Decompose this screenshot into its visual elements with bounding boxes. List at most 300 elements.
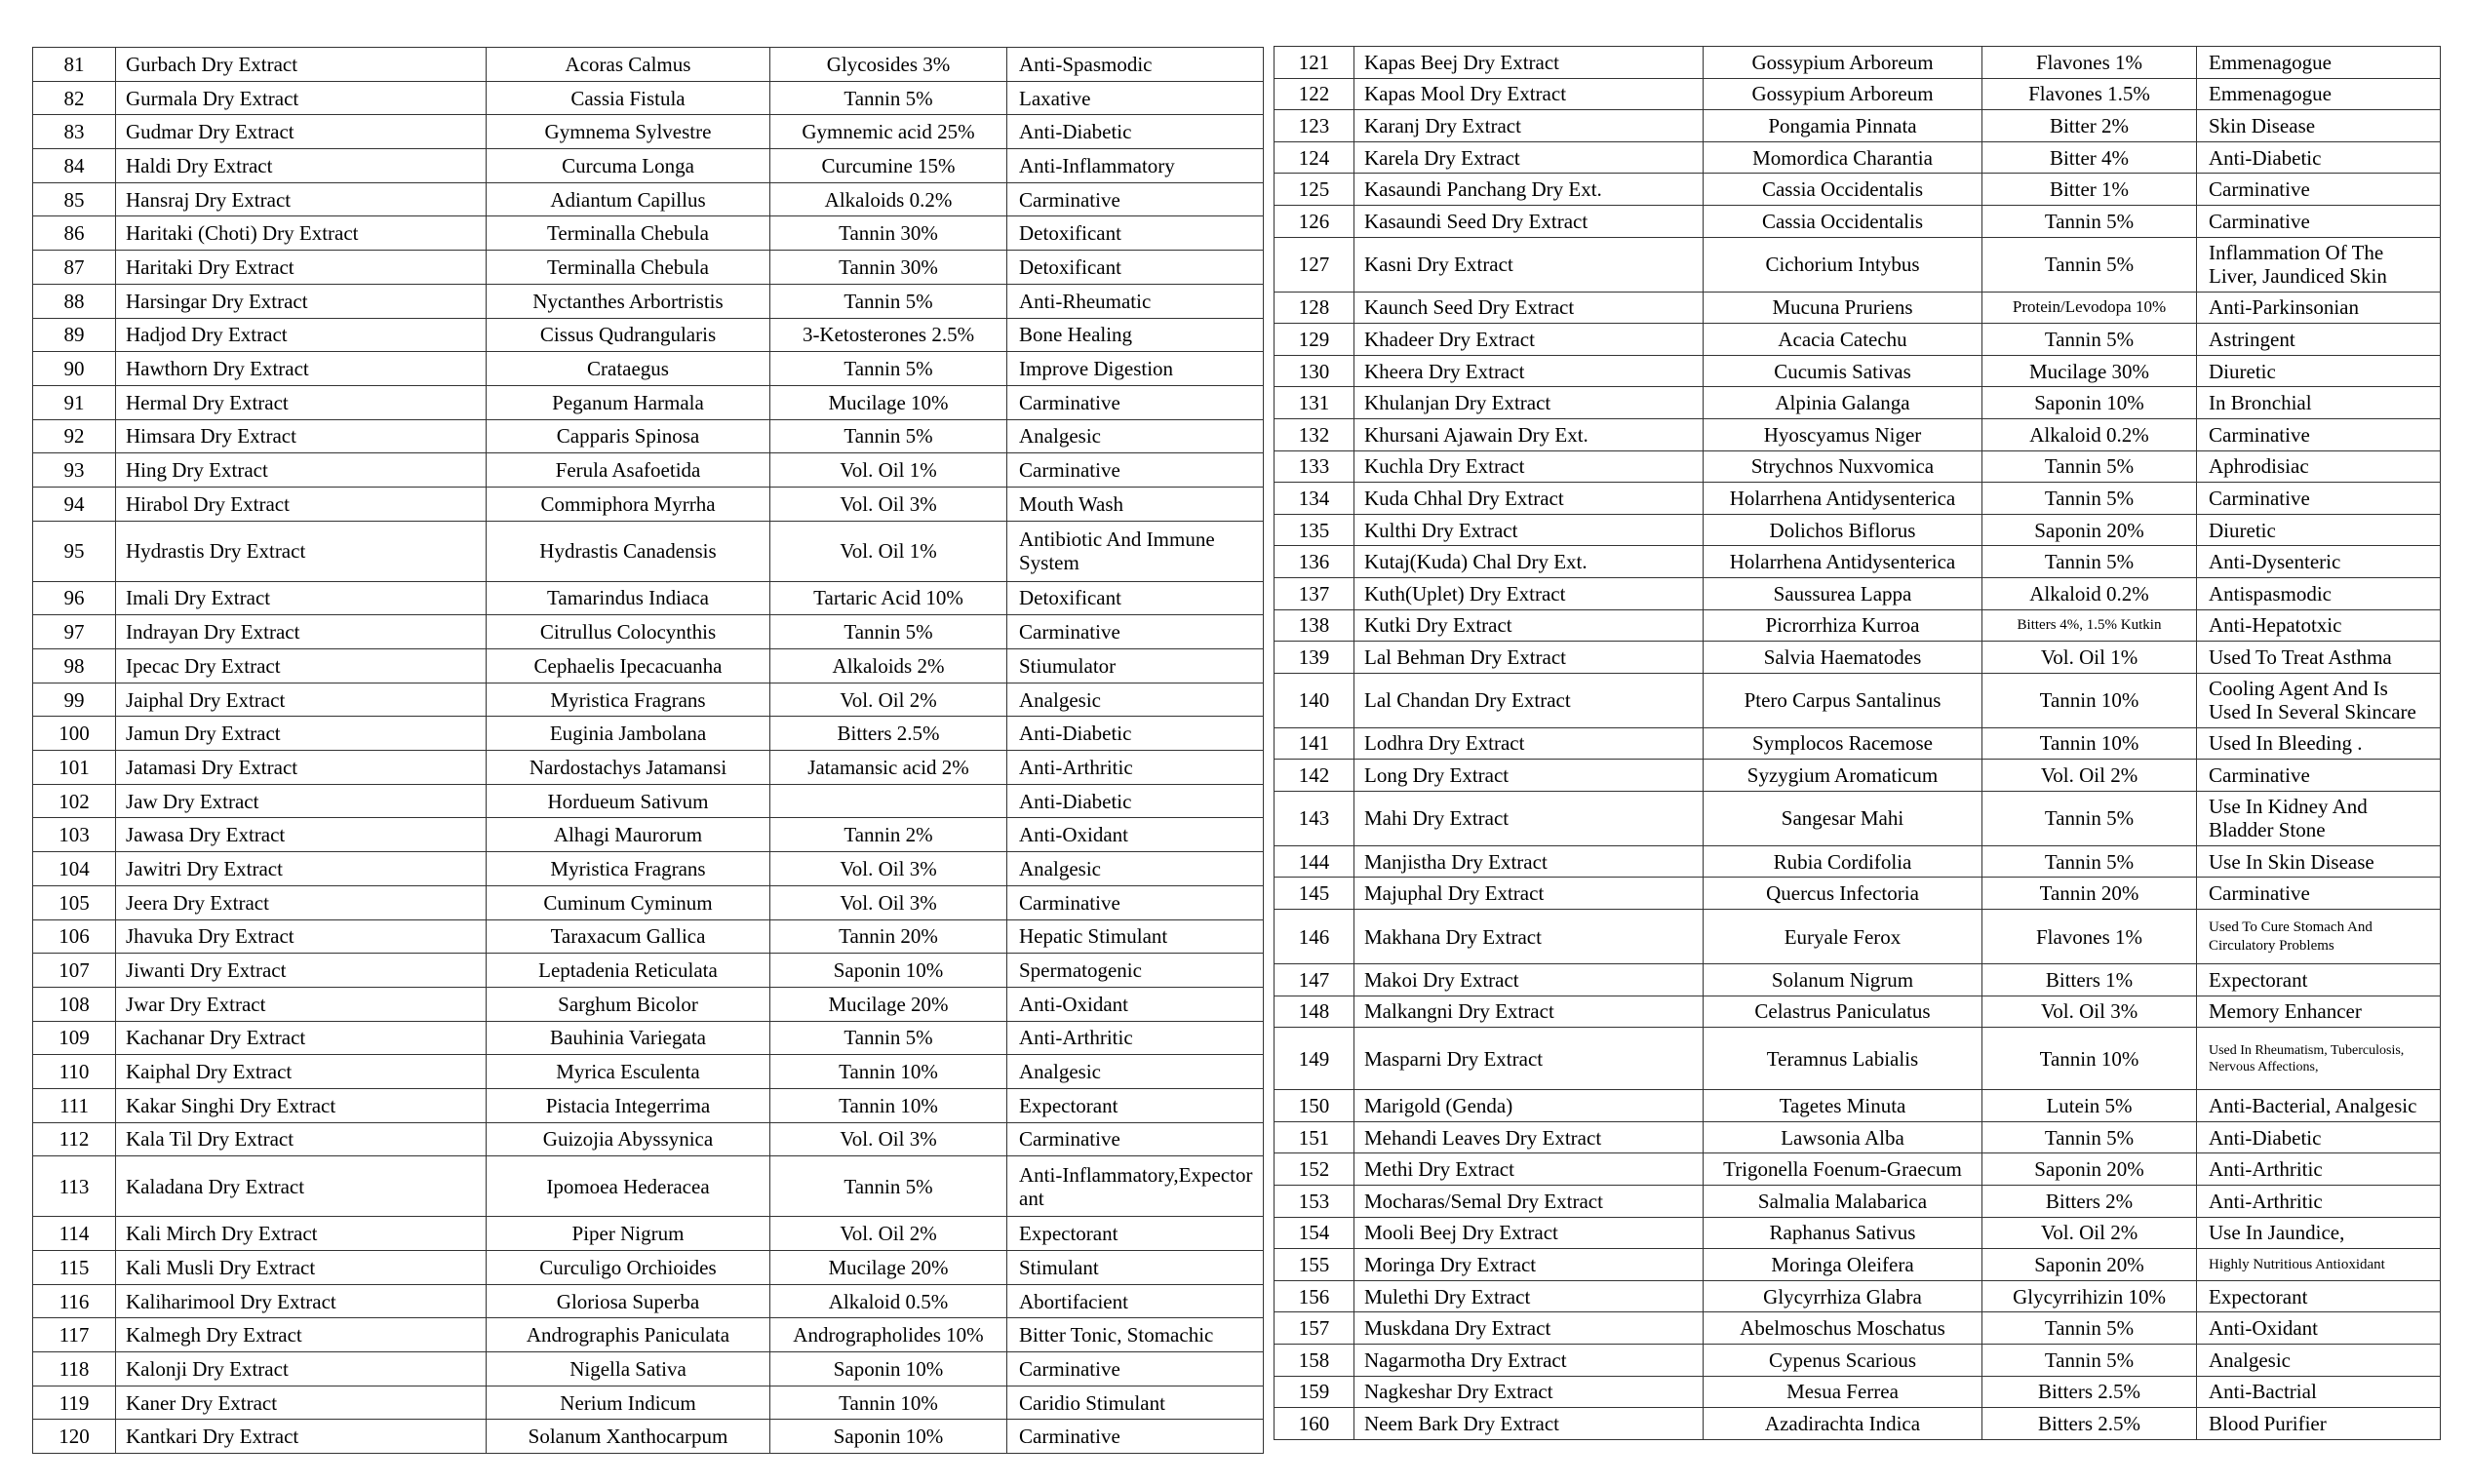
botanical-source: Sarghum Bicolor — [487, 987, 770, 1021]
table-row — [33, 453, 1264, 488]
marker-compound: Andrographolides 10% — [770, 1318, 1007, 1352]
botanical-source: Alpinia Galanga — [1704, 387, 1982, 419]
therapeutic-use: Hepatic Stimulant — [1007, 919, 1264, 954]
row-number: 155 — [1275, 1249, 1354, 1281]
therapeutic-use: Carminative — [1007, 453, 1264, 488]
marker-compound: Vol. Oil 3% — [770, 852, 1007, 886]
table-row — [33, 1251, 1264, 1285]
product-name: Kapas Mool Dry Extract — [1354, 78, 1704, 110]
row-number: 102 — [33, 784, 116, 818]
botanical-source: Nigella Sativa — [487, 1352, 770, 1386]
table-row — [33, 1352, 1264, 1386]
table-row — [1275, 141, 2441, 174]
table-row — [33, 115, 1264, 149]
product-name: Makoi Dry Extract — [1354, 964, 1704, 996]
botanical-source: Acacia Catechu — [1704, 324, 1982, 356]
marker-compound: Tannin 10% — [1982, 673, 2197, 727]
row-number: 94 — [33, 487, 116, 521]
botanical-source: Cassia Occidentalis — [1704, 174, 1982, 206]
product-name: Jeera Dry Extract — [116, 885, 487, 919]
botanical-source: Terminalla Chebula — [487, 216, 770, 251]
marker-compound: Gymnemic acid 25% — [770, 115, 1007, 149]
marker-compound: Tannin 5% — [770, 1021, 1007, 1055]
product-name: Ipecac Dry Extract — [116, 649, 487, 683]
botanical-source: Cassia Fistula — [487, 81, 770, 115]
row-number: 159 — [1275, 1376, 1354, 1408]
row-number: 157 — [1275, 1312, 1354, 1345]
product-name: Jawasa Dry Extract — [116, 818, 487, 852]
row-number: 91 — [33, 385, 116, 419]
therapeutic-use: Carminative — [1007, 615, 1264, 649]
row-number: 160 — [1275, 1408, 1354, 1440]
botanical-source: Teramnus Labialis — [1704, 1028, 1982, 1090]
marker-compound: Vol. Oil 3% — [770, 1122, 1007, 1156]
marker-compound: Tannin 5% — [770, 419, 1007, 453]
marker-compound: Bitter 2% — [1982, 110, 2197, 142]
therapeutic-use: Used To Treat Asthma — [2197, 642, 2441, 674]
product-name: Gurmala Dry Extract — [116, 81, 487, 115]
therapeutic-use: Mouth Wash — [1007, 487, 1264, 521]
product-name: Kaliharimool Dry Extract — [116, 1284, 487, 1318]
botanical-source: Saussurea Lappa — [1704, 577, 1982, 609]
row-number: 152 — [1275, 1153, 1354, 1186]
table-row — [1275, 964, 2441, 996]
marker-compound: Saponin 10% — [770, 1352, 1007, 1386]
therapeutic-use: Anti-Diabetic — [2197, 1121, 2441, 1153]
marker-compound: Mucilage 10% — [770, 385, 1007, 419]
product-name: Mehandi Leaves Dry Extract — [1354, 1121, 1704, 1153]
therapeutic-use: Anti-Hepatotxic — [2197, 609, 2441, 642]
product-name: Kasni Dry Extract — [1354, 237, 1704, 292]
table-row — [33, 251, 1264, 285]
therapeutic-use: Expectorant — [2197, 964, 2441, 996]
row-number: 156 — [1275, 1280, 1354, 1312]
product-name: Methi Dry Extract — [1354, 1153, 1704, 1186]
row-number: 90 — [33, 352, 116, 386]
table-row — [1275, 791, 2441, 845]
marker-compound: Tannin 5% — [770, 615, 1007, 649]
botanical-source: Quercus Infectoria — [1704, 878, 1982, 910]
therapeutic-use: Highly Nutritious Antioxidant — [2197, 1249, 2441, 1281]
table-row — [1275, 1249, 2441, 1281]
botanical-source: Nerium Indicum — [487, 1386, 770, 1420]
botanical-source: Hydrastis Canadensis — [487, 521, 770, 581]
therapeutic-use: Carminative — [1007, 1122, 1264, 1156]
table-row — [1275, 418, 2441, 450]
product-name: Haritaki (Choti) Dry Extract — [116, 216, 487, 251]
marker-compound: Bitters 2.5% — [770, 717, 1007, 751]
product-name: Jwar Dry Extract — [116, 987, 487, 1021]
product-name: Kuth(Uplet) Dry Extract — [1354, 577, 1704, 609]
botanical-source: Moringa Oleifera — [1704, 1249, 1982, 1281]
botanical-source: Pistacia Integerrima — [487, 1088, 770, 1122]
marker-compound: Tannin 5% — [1982, 450, 2197, 483]
therapeutic-use: Use In Jaundice, — [2197, 1217, 2441, 1249]
therapeutic-use: Anti-Rheumatic — [1007, 284, 1264, 318]
table-row — [33, 581, 1264, 615]
therapeutic-use: Analgesic — [1007, 419, 1264, 453]
botanical-source: Holarrhena Antidysenterica — [1704, 546, 1982, 578]
product-name: Jaiphal Dry Extract — [116, 683, 487, 717]
row-number: 87 — [33, 251, 116, 285]
marker-compound: Bitter 1% — [1982, 174, 2197, 206]
product-name: Majuphal Dry Extract — [1354, 878, 1704, 910]
table-row — [1275, 760, 2441, 792]
product-name: Jiwanti Dry Extract — [116, 954, 487, 988]
product-name: Karela Dry Extract — [1354, 141, 1704, 174]
therapeutic-use: Carminative — [2197, 760, 2441, 792]
marker-compound: Mucilage 30% — [1982, 355, 2197, 387]
marker-compound: Alkaloid 0.2% — [1982, 418, 2197, 450]
table-row — [1275, 727, 2441, 760]
therapeutic-use: Used To Cure Stomach And Circulatory Problems — [2197, 910, 2441, 964]
therapeutic-use: Carminative — [2197, 174, 2441, 206]
row-number: 88 — [33, 284, 116, 318]
marker-compound: Vol. Oil 3% — [770, 885, 1007, 919]
table-row — [1275, 47, 2441, 79]
product-name: Mulethi Dry Extract — [1354, 1280, 1704, 1312]
row-number: 104 — [33, 852, 116, 886]
marker-compound: Protein/Levodopa 10% — [1982, 292, 2197, 324]
product-name: Jatamasi Dry Extract — [116, 751, 487, 785]
row-number: 126 — [1275, 205, 1354, 237]
therapeutic-use: Anti-Arthritic — [2197, 1153, 2441, 1186]
product-name: Mahi Dry Extract — [1354, 791, 1704, 845]
table-row — [33, 885, 1264, 919]
marker-compound: Flavones 1.5% — [1982, 78, 2197, 110]
botanical-source: Mesua Ferrea — [1704, 1376, 1982, 1408]
marker-compound: Bitters 4%, 1.5% Kutkin — [1982, 609, 2197, 642]
table-row — [33, 182, 1264, 216]
row-number: 108 — [33, 987, 116, 1021]
table-row — [1275, 1186, 2441, 1218]
botanical-source: Myrica Esculenta — [487, 1055, 770, 1089]
therapeutic-use: Bone Healing — [1007, 318, 1264, 352]
marker-compound: Alkaloid 0.5% — [770, 1284, 1007, 1318]
therapeutic-use: Carminative — [1007, 1352, 1264, 1386]
therapeutic-use: Carminative — [1007, 385, 1264, 419]
therapeutic-use: Blood Purifier — [2197, 1408, 2441, 1440]
product-name: Makhana Dry Extract — [1354, 910, 1704, 964]
therapeutic-use: Analgesic — [1007, 683, 1264, 717]
row-number: 98 — [33, 649, 116, 683]
table-row — [33, 1318, 1264, 1352]
table-row — [33, 1122, 1264, 1156]
botanical-source: Abelmoschus Moschatus — [1704, 1312, 1982, 1345]
row-number: 105 — [33, 885, 116, 919]
table-row — [33, 987, 1264, 1021]
table-row — [1275, 1028, 2441, 1090]
marker-compound: Tartaric Acid 10% — [770, 581, 1007, 615]
marker-compound: Tannin 5% — [1982, 1312, 2197, 1345]
table-row — [1275, 1376, 2441, 1408]
marker-compound: Tannin 5% — [1982, 791, 2197, 845]
marker-compound: Tannin 30% — [770, 216, 1007, 251]
product-name: Kaner Dry Extract — [116, 1386, 487, 1420]
botanical-source: Gossypium Arboreum — [1704, 78, 1982, 110]
therapeutic-use: Analgesic — [1007, 1055, 1264, 1089]
botanical-source: Piper Nigrum — [487, 1217, 770, 1251]
therapeutic-use: Skin Disease — [2197, 110, 2441, 142]
product-name: Khursani Ajawain Dry Ext. — [1354, 418, 1704, 450]
table-row — [1275, 1312, 2441, 1345]
row-number: 92 — [33, 419, 116, 453]
product-name: Kasaundi Panchang Dry Ext. — [1354, 174, 1704, 206]
product-name: Kheera Dry Extract — [1354, 355, 1704, 387]
table-row — [1275, 1217, 2441, 1249]
product-name: Jawitri Dry Extract — [116, 852, 487, 886]
row-number: 101 — [33, 751, 116, 785]
marker-compound: Tannin 5% — [770, 81, 1007, 115]
marker-compound: Tannin 5% — [1982, 546, 2197, 578]
table-row — [1275, 292, 2441, 324]
table-row — [33, 81, 1264, 115]
product-name: Kali Musli Dry Extract — [116, 1251, 487, 1285]
row-number: 124 — [1275, 141, 1354, 174]
table-row — [1275, 878, 2441, 910]
table-row — [1275, 110, 2441, 142]
table-row — [1275, 577, 2441, 609]
marker-compound: Alkaloid 0.2% — [1982, 577, 2197, 609]
row-number: 146 — [1275, 910, 1354, 964]
row-number: 114 — [33, 1217, 116, 1251]
marker-compound: Saponin 20% — [1982, 1249, 2197, 1281]
botanical-source: Andrographis Paniculata — [487, 1318, 770, 1352]
marker-compound: Glycosides 3% — [770, 48, 1007, 82]
table-row — [33, 352, 1264, 386]
row-number: 142 — [1275, 760, 1354, 792]
therapeutic-use: Anti-Diabetic — [1007, 115, 1264, 149]
therapeutic-use: Anti-Arthritic — [1007, 1021, 1264, 1055]
therapeutic-use: Anti-Diabetic — [1007, 717, 1264, 751]
table-row — [1275, 673, 2441, 727]
row-number: 135 — [1275, 514, 1354, 546]
therapeutic-use: Stimulant — [1007, 1251, 1264, 1285]
row-number: 82 — [33, 81, 116, 115]
marker-compound: Bitters 2% — [1982, 1186, 2197, 1218]
marker-compound: Vol. Oil 1% — [770, 521, 1007, 581]
table-row — [1275, 609, 2441, 642]
marker-compound: Saponin 10% — [770, 1420, 1007, 1454]
row-number: 147 — [1275, 964, 1354, 996]
therapeutic-use: Anti-Bacterial, Analgesic — [2197, 1090, 2441, 1122]
therapeutic-use: Aphrodisiac — [2197, 450, 2441, 483]
botanical-source: Raphanus Sativus — [1704, 1217, 1982, 1249]
table-row — [1275, 1090, 2441, 1122]
marker-compound: Bitter 4% — [1982, 141, 2197, 174]
marker-compound: Vol. Oil 2% — [1982, 1217, 2197, 1249]
botanical-source: Curcuma Longa — [487, 149, 770, 183]
therapeutic-use: Analgesic — [2197, 1345, 2441, 1377]
table-row — [33, 1156, 1264, 1217]
therapeutic-use: Laxative — [1007, 81, 1264, 115]
product-name: Hawthorn Dry Extract — [116, 352, 487, 386]
row-number: 148 — [1275, 996, 1354, 1028]
product-name: Long Dry Extract — [1354, 760, 1704, 792]
therapeutic-use: Carminative — [1007, 182, 1264, 216]
row-number: 150 — [1275, 1090, 1354, 1122]
product-name: Hermal Dry Extract — [116, 385, 487, 419]
botanical-source: Cissus Qudrangularis — [487, 318, 770, 352]
table-row — [33, 521, 1264, 581]
product-name: Malkangni Dry Extract — [1354, 996, 1704, 1028]
product-name: Lodhra Dry Extract — [1354, 727, 1704, 760]
row-number: 93 — [33, 453, 116, 488]
marker-compound: Jatamansic acid 2% — [770, 751, 1007, 785]
marker-compound: Tannin 5% — [770, 284, 1007, 318]
marker-compound: Vol. Oil 1% — [1982, 642, 2197, 674]
product-name: Manjistha Dry Extract — [1354, 845, 1704, 878]
table-row — [1275, 237, 2441, 292]
row-number: 85 — [33, 182, 116, 216]
row-number: 136 — [1275, 546, 1354, 578]
product-name: Hirabol Dry Extract — [116, 487, 487, 521]
botanical-source: Gossypium Arboreum — [1704, 47, 1982, 79]
product-name: Neem Bark Dry Extract — [1354, 1408, 1704, 1440]
marker-compound: Alkaloids 2% — [770, 649, 1007, 683]
therapeutic-use: Anti-Parkinsonian — [2197, 292, 2441, 324]
table-row — [1275, 387, 2441, 419]
row-number: 125 — [1275, 174, 1354, 206]
table-row — [1275, 355, 2441, 387]
table-row — [33, 385, 1264, 419]
row-number: 145 — [1275, 878, 1354, 910]
marker-compound: Flavones 1% — [1982, 47, 2197, 79]
marker-compound: Tannin 10% — [770, 1088, 1007, 1122]
product-name: Nagkeshar Dry Extract — [1354, 1376, 1704, 1408]
table-row — [1275, 1153, 2441, 1186]
marker-compound: Alkaloids 0.2% — [770, 182, 1007, 216]
marker-compound: Bitters 2.5% — [1982, 1408, 2197, 1440]
marker-compound: Tannin 5% — [1982, 205, 2197, 237]
product-name: Gudmar Dry Extract — [116, 115, 487, 149]
therapeutic-use: Bitter Tonic, Stomachic — [1007, 1318, 1264, 1352]
botanical-source: Terminalla Chebula — [487, 251, 770, 285]
botanical-source: Gymnema Sylvestre — [487, 115, 770, 149]
product-name: Kantkari Dry Extract — [116, 1420, 487, 1454]
marker-compound: Tannin 5% — [1982, 845, 2197, 878]
botanical-source: Picrorrhiza Kurroa — [1704, 609, 1982, 642]
row-number: 137 — [1275, 577, 1354, 609]
marker-compound: Tannin 20% — [770, 919, 1007, 954]
product-name: Hadjod Dry Extract — [116, 318, 487, 352]
marker-compound: Vol. Oil 2% — [770, 1217, 1007, 1251]
product-name: Kasaundi Seed Dry Extract — [1354, 205, 1704, 237]
table-row — [1275, 642, 2441, 674]
therapeutic-use: Antispasmodic — [2197, 577, 2441, 609]
marker-compound: Saponin 10% — [770, 954, 1007, 988]
row-number: 158 — [1275, 1345, 1354, 1377]
marker-compound: Vol. Oil 2% — [770, 683, 1007, 717]
row-number: 151 — [1275, 1121, 1354, 1153]
product-name: Kuchla Dry Extract — [1354, 450, 1704, 483]
row-number: 132 — [1275, 418, 1354, 450]
therapeutic-use: Memory Enhancer — [2197, 996, 2441, 1028]
botanical-source: Bauhinia Variegata — [487, 1021, 770, 1055]
table-row — [33, 419, 1264, 453]
extract-table-right — [1274, 46, 2441, 1440]
therapeutic-use: Anti-Oxidant — [1007, 987, 1264, 1021]
table-row — [33, 284, 1264, 318]
marker-compound: Vol. Oil 3% — [1982, 996, 2197, 1028]
therapeutic-use: Carminative — [1007, 885, 1264, 919]
botanical-source: Glycyrrhiza Glabra — [1704, 1280, 1982, 1312]
row-number: 110 — [33, 1055, 116, 1089]
row-number: 123 — [1275, 110, 1354, 142]
product-name: Haritaki Dry Extract — [116, 251, 487, 285]
row-number: 107 — [33, 954, 116, 988]
row-number: 130 — [1275, 355, 1354, 387]
product-name: Haldi Dry Extract — [116, 149, 487, 183]
row-number: 117 — [33, 1318, 116, 1352]
row-number: 103 — [33, 818, 116, 852]
table-row — [33, 954, 1264, 988]
therapeutic-use: Anti-Inflammatory — [1007, 149, 1264, 183]
row-number: 112 — [33, 1122, 116, 1156]
table-row — [1275, 205, 2441, 237]
row-number: 131 — [1275, 387, 1354, 419]
table-row — [33, 852, 1264, 886]
table-row — [1275, 514, 2441, 546]
marker-compound: Mucilage 20% — [770, 1251, 1007, 1285]
row-number: 149 — [1275, 1028, 1354, 1090]
marker-compound: Vol. Oil 2% — [1982, 760, 2197, 792]
botanical-source: Taraxacum Gallica — [487, 919, 770, 954]
row-number: 134 — [1275, 483, 1354, 515]
botanical-source: Myristica Fragrans — [487, 852, 770, 886]
table-row — [1275, 174, 2441, 206]
therapeutic-use: Inflammation Of The Liver, Jaundiced Skin — [2197, 237, 2441, 292]
therapeutic-use: Anti-Inflammatory,Expectorant — [1007, 1156, 1264, 1217]
row-number: 100 — [33, 717, 116, 751]
table-row — [1275, 324, 2441, 356]
botanical-source: Commiphora Myrrha — [487, 487, 770, 521]
product-name: Gurbach Dry Extract — [116, 48, 487, 82]
row-number: 133 — [1275, 450, 1354, 483]
table-row — [1275, 1408, 2441, 1440]
row-number: 141 — [1275, 727, 1354, 760]
table-row — [33, 1420, 1264, 1454]
marker-compound: Saponin 20% — [1982, 514, 2197, 546]
therapeutic-use: Emmenagogue — [2197, 47, 2441, 79]
marker-compound: Tannin 5% — [1982, 1345, 2197, 1377]
botanical-source: Euginia Jambolana — [487, 717, 770, 751]
marker-compound: Tannin 2% — [770, 818, 1007, 852]
marker-compound: Mucilage 20% — [770, 987, 1007, 1021]
botanical-source: Celastrus Paniculatus — [1704, 996, 1982, 1028]
table-row — [1275, 996, 2441, 1028]
therapeutic-use: Expectorant — [1007, 1217, 1264, 1251]
row-number: 113 — [33, 1156, 116, 1217]
table-row — [1275, 450, 2441, 483]
row-number: 109 — [33, 1021, 116, 1055]
botanical-source: Symplocos Racemose — [1704, 727, 1982, 760]
table-row — [33, 149, 1264, 183]
table-row — [33, 1284, 1264, 1318]
marker-compound: Tannin 5% — [1982, 1121, 2197, 1153]
botanical-source: Citrullus Colocynthis — [487, 615, 770, 649]
therapeutic-use: Use In Skin Disease — [2197, 845, 2441, 878]
row-number: 96 — [33, 581, 116, 615]
table-row — [33, 717, 1264, 751]
botanical-source: Holarrhena Antidysenterica — [1704, 483, 1982, 515]
table-row — [1275, 483, 2441, 515]
marker-compound: Tannin 5% — [770, 352, 1007, 386]
marker-compound: Tannin 5% — [1982, 483, 2197, 515]
botanical-source: Strychnos Nuxvomica — [1704, 450, 1982, 483]
therapeutic-use: Expectorant — [2197, 1280, 2441, 1312]
therapeutic-use: Detoxificant — [1007, 581, 1264, 615]
